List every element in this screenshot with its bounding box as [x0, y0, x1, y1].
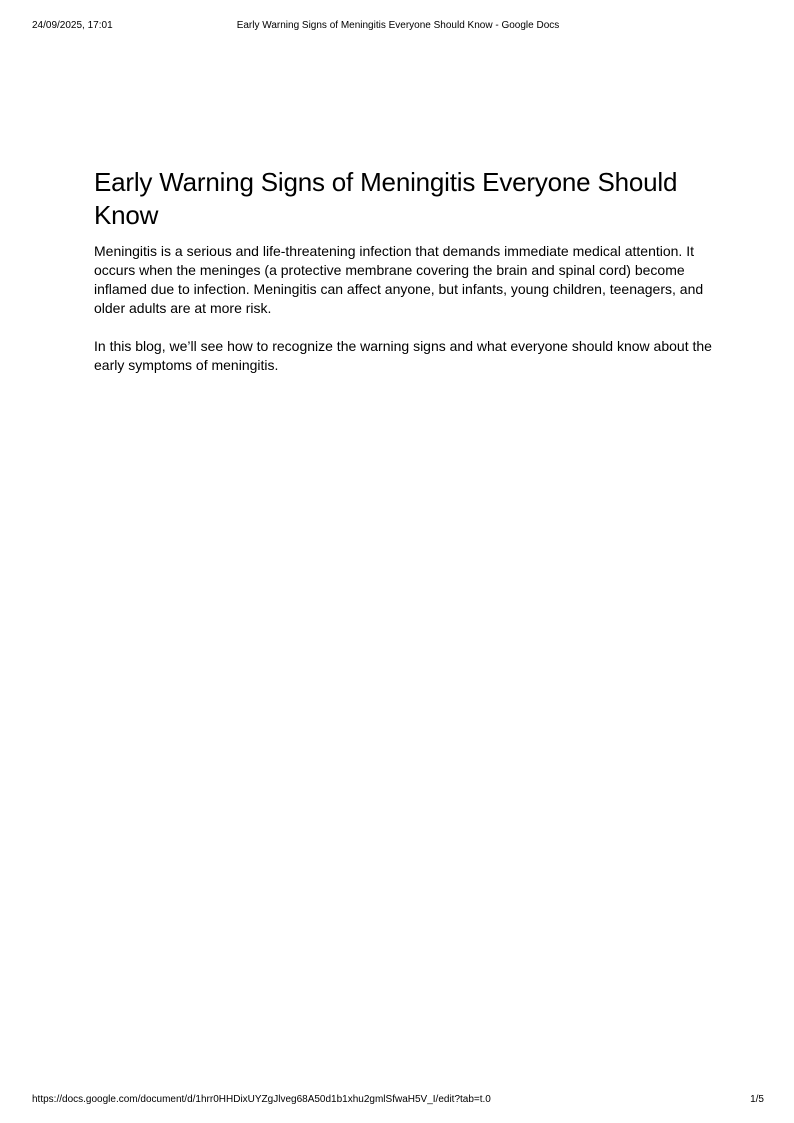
page-number: 1/5: [750, 1094, 764, 1105]
print-footer: [32, 1093, 764, 1107]
document-body: [94, 166, 714, 394]
document-heading: Early Warning Signs of Meningitis Everyone Should Know: [94, 167, 678, 230]
paragraph-blog-overview: In this blog, we’ll see how to recognize the warning signs and what everyone should know about the early symptoms of meningitis.: [94, 338, 712, 373]
print-header: [32, 19, 764, 33]
print-document-title: Early Warning Signs of Meningitis Everyone Should Know - Google Docs: [236, 20, 560, 31]
print-timestamp: 24/09/2025, 17:01: [32, 20, 113, 31]
print-url: https://docs.google.com/document/d/1hrr0HHDixUYZgJlveg68A50d1b1xhu2gmlSfwaH5V_I/edit?tab=t.0: [32, 1094, 491, 1105]
paragraph-intro: Meningitis is a serious and life-threatening infection that demands immediate medical attention. It occurs when the meninges (a protective membrane covering the brain and spinal cord) become inflamed due to infection. Meningitis can affect anyone, but infants, young children, teenagers, and older adults are at more risk.: [94, 243, 704, 316]
